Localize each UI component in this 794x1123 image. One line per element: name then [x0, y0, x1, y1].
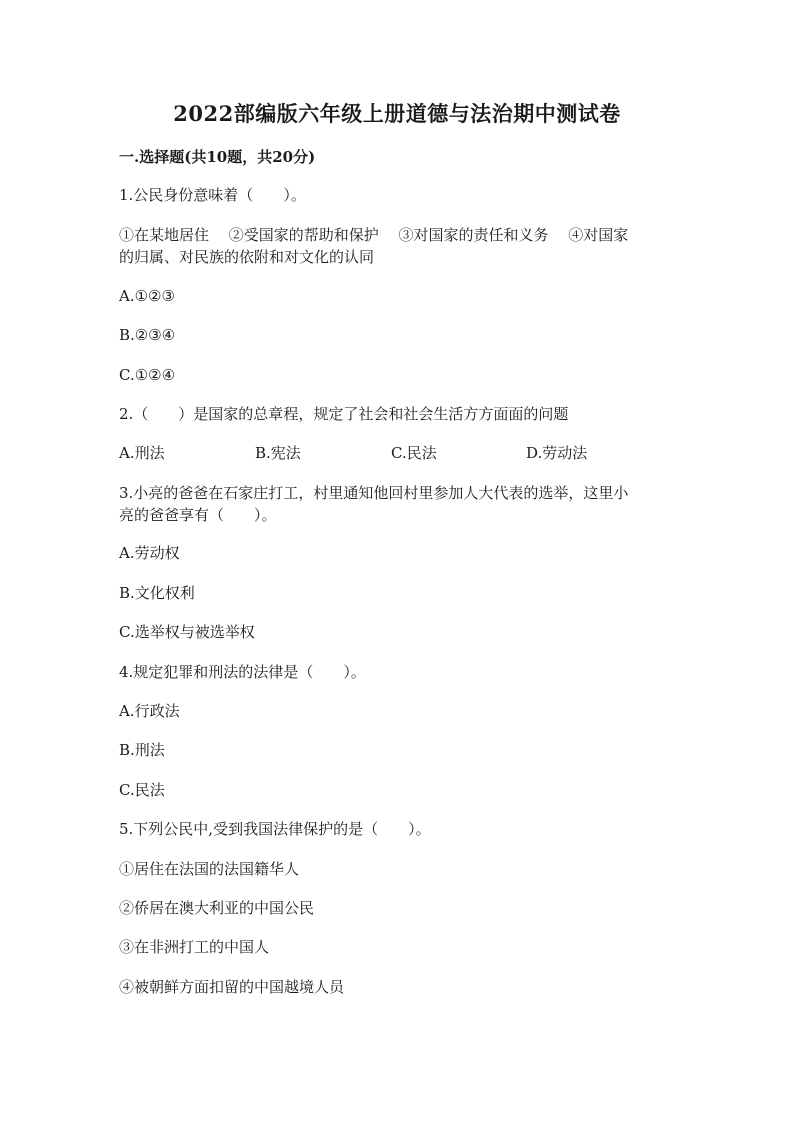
question-5-stem: 5.下列公民中,受到我国法律保护的是（ ）。 — [119, 820, 431, 838]
question-5-item-2: ②侨居在澳大利亚的中国公民 — [119, 899, 315, 917]
question-2-stem: 2.（ ）是国家的总章程，规定了社会和社会生活方方面面的问题 — [119, 405, 569, 423]
question-3-stem-line2: 亮的爸爸享有（ ）。 — [119, 506, 277, 524]
question-2-option-b: B.宪法 — [255, 444, 301, 462]
question-5-item-4: ④被朝鲜方面扣留的中国越境人员 — [119, 978, 345, 996]
question-1-desc-line2: 的归属、对民族的依附和对文化的认同 — [119, 248, 375, 266]
question-3-stem-line1: 3.小亮的爸爸在石家庄打工，村里通知他回村里参加人大代表的选举，这里小 — [119, 484, 629, 502]
question-2-option-d: D.劳动法 — [526, 444, 588, 462]
question-1-option-c: C.①②④ — [119, 366, 176, 384]
question-4-stem: 4.规定犯罪和刑法的法律是（ ）。 — [119, 663, 366, 681]
section-heading: 一.选择题(共10题，共20分) — [119, 148, 316, 166]
question-2-option-a: A.刑法 — [119, 444, 165, 462]
question-5-item-3: ③在非洲打工的中国人 — [119, 938, 270, 956]
question-5-item-1: ①居住在法国的法国籍华人 — [119, 860, 300, 878]
question-2-option-c: C.民法 — [391, 444, 437, 462]
question-4-option-a: A.行政法 — [119, 702, 180, 720]
question-3-option-b: B.文化权利 — [119, 584, 195, 602]
question-1-desc-line1: ①在某地居住 ②受国家的帮助和保护 ③对国家的责任和义务 ④对国家 — [119, 226, 629, 244]
question-3-option-c: C.选举权与被选举权 — [119, 623, 255, 641]
question-4-option-c: C.民法 — [119, 781, 165, 799]
question-1-stem: 1.公民身份意味着（ ）。 — [119, 186, 306, 204]
question-1-option-a: A.①②③ — [119, 287, 175, 305]
question-4-option-b: B.刑法 — [119, 741, 165, 759]
page-title: 2022部编版六年级上册道德与法治期中测试卷 — [173, 101, 621, 126]
question-1-option-b: B.②③④ — [119, 326, 176, 344]
question-3-option-a: A.劳动权 — [119, 544, 180, 562]
